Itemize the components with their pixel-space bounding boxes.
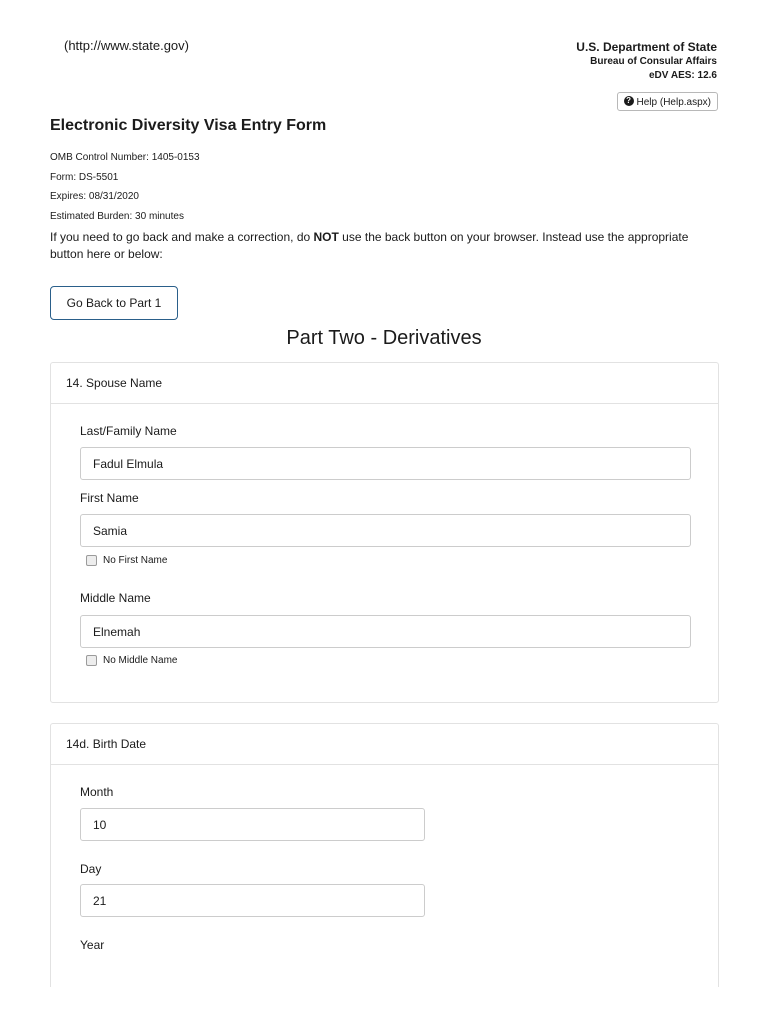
month-label: Month bbox=[80, 785, 114, 799]
omb-control-number: OMB Control Number: 1405-0153 bbox=[50, 152, 200, 163]
middle-name-label: Middle Name bbox=[80, 591, 151, 605]
notice-text-end: use the back button on your browser. Instead use the appropriate button here or below: bbox=[50, 230, 689, 261]
no-middle-name-checkbox[interactable] bbox=[86, 655, 177, 666]
bureau-name: Bureau of Consular Affairs bbox=[590, 56, 717, 67]
day-input[interactable] bbox=[80, 884, 425, 917]
birth-date-heading: 14d. Birth Date bbox=[51, 724, 718, 765]
year-label: Year bbox=[80, 938, 105, 952]
question-circle-icon: ? bbox=[624, 96, 634, 106]
no-first-name-checkbox[interactable] bbox=[86, 555, 167, 566]
correction-notice bbox=[50, 229, 720, 263]
last-name-input[interactable] bbox=[80, 447, 691, 480]
form-meta bbox=[50, 148, 200, 226]
birth-date-panel bbox=[50, 723, 719, 987]
first-name-label: First Name bbox=[80, 491, 139, 505]
spouse-name-panel bbox=[50, 362, 719, 703]
last-name-label: Last/Family Name bbox=[80, 424, 177, 438]
help-button[interactable] bbox=[617, 92, 718, 111]
agency-block bbox=[576, 39, 717, 83]
version-label: eDV AES: 12.6 bbox=[649, 70, 717, 81]
estimated-burden: Estimated Burden: 30 minutes bbox=[50, 210, 184, 222]
no-middle-name-label: No Middle Name bbox=[103, 655, 178, 666]
month-input[interactable] bbox=[80, 808, 425, 841]
spouse-name-heading: 14. Spouse Name bbox=[51, 363, 718, 404]
go-back-to-part-1-button[interactable]: Go Back to Part 1 bbox=[50, 286, 178, 320]
form-number: Form: DS-5501 bbox=[50, 171, 119, 183]
form-title: Electronic Diversity Visa Entry Form bbox=[50, 117, 327, 134]
part-title: Part Two - Derivatives bbox=[286, 327, 482, 349]
middle-name-input[interactable] bbox=[80, 615, 691, 648]
no-first-name-label: No First Name bbox=[103, 555, 168, 566]
checkbox-box[interactable] bbox=[86, 655, 97, 666]
first-name-input[interactable] bbox=[80, 514, 691, 547]
notice-text-start: If you need to go back and make a correction, do bbox=[50, 230, 314, 244]
help-label: Help (Help.aspx) bbox=[636, 97, 711, 108]
day-label: Day bbox=[80, 862, 102, 876]
checkbox-box[interactable] bbox=[86, 555, 97, 566]
notice-text-bold: NOT bbox=[313, 230, 339, 244]
expiration-date: Expires: 08/31/2020 bbox=[50, 191, 139, 202]
department-name: U.S. Department of State bbox=[576, 40, 717, 54]
state-gov-link[interactable]: (http://www.state.gov) bbox=[64, 38, 189, 53]
